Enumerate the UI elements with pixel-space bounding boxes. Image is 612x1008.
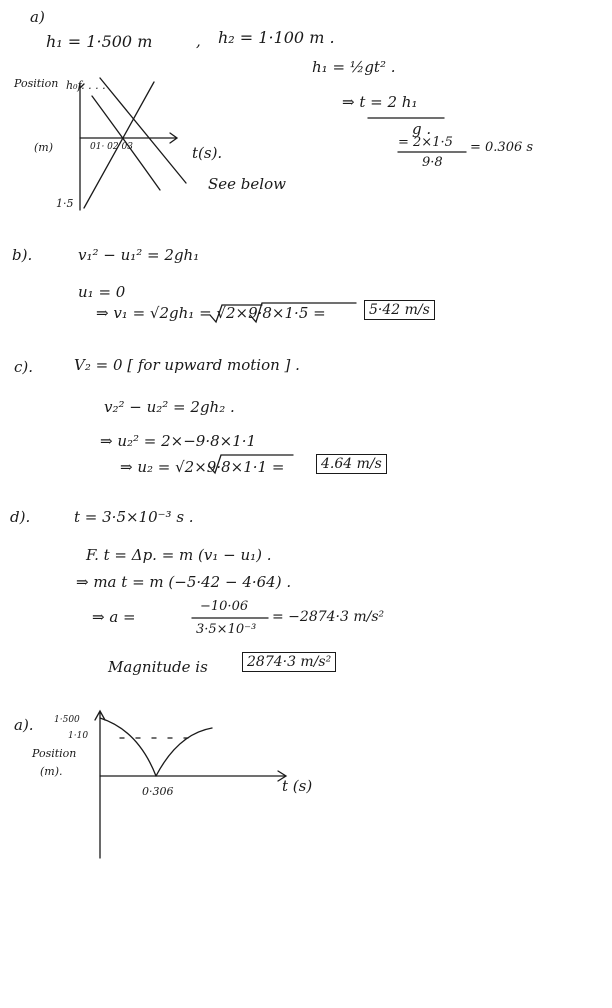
part-b-eq2: u₁ = 0 [78, 283, 126, 301]
graph2-x-tick: 0·306 [142, 785, 174, 798]
part-c-answer: 4.64 m/s [316, 454, 387, 474]
part-d-eq2: F. t = Δp. = m (v₁ − u₁) . [86, 546, 272, 564]
graph1-y-label: Position [14, 77, 59, 90]
part-d-eq4-lhs: ⇒ a = [92, 608, 136, 626]
part-d-eq1: t = 3·5×10⁻³ s . [74, 508, 194, 526]
graph2-unit: (m). [40, 765, 63, 778]
eq-den: 9·8 [422, 155, 443, 170]
graph2-label: a). [14, 716, 34, 734]
part-a-label: a) [30, 8, 45, 26]
comma: , [196, 32, 201, 50]
part-b-label: b). [12, 246, 33, 264]
graph2-y-label: Position [32, 747, 77, 760]
part-d-eq4-den: 3·5×10⁻³ [196, 622, 257, 637]
see-below-note: See below [208, 175, 286, 193]
part-c-eq4: ⇒ u₂ = √2×9·8×1·1 = [120, 458, 285, 476]
part-c-eq2: v₂² − u₂² = 2gh₂ . [104, 398, 235, 416]
graph1-bottom-label: 1·5 [56, 197, 74, 210]
eq-t: ⇒ t = 2 h₁ [342, 93, 418, 111]
magnitude-answer: 2874·3 m/s² [242, 652, 336, 672]
eq-h1: h₁ = ½gt² . [312, 58, 396, 76]
graph1-x-ticks: 01· 02 03 [90, 142, 133, 152]
graph2-x-axis-label: t (s) [282, 777, 313, 795]
part-d-result: = −2874·3 m/s² [272, 609, 385, 625]
part-b-eq3: ⇒ v₁ = √2gh₁ = √2×9·8×1·5 = [96, 304, 326, 322]
magnitude-text: Magnitude is [108, 658, 208, 676]
graph1-unit: (m) [34, 141, 54, 154]
graph2-y-top: 1·500 [54, 715, 80, 725]
h2-value: h₂ = 1·100 m . [218, 28, 335, 47]
graph2-rise-curve [156, 728, 212, 776]
part-c-eq3: ⇒ u₂² = 2×−9·8×1·1 [100, 432, 257, 450]
graph2-y-second: 1·10 [68, 731, 89, 741]
part-d-eq3: ⇒ ma t = m (−5·42 − 4·64) . [76, 573, 292, 591]
part-c-eq1: V₂ = 0 [ for upward motion ] . [74, 356, 300, 374]
t-result: = 0.306 s [470, 140, 534, 155]
part-c-label: c). [14, 358, 34, 376]
part-d-eq4-num: −10·06 [200, 599, 249, 614]
part-b-eq1: v₁² − u₁² = 2gh₁ [78, 246, 200, 264]
eq-t-den: g . [412, 120, 432, 138]
graph2-fall-curve [100, 718, 156, 776]
part-b-answer: 5·42 m/s [364, 300, 435, 320]
part-d-label: d). [10, 508, 31, 526]
graph1-x-axis-label: t(s). [192, 144, 223, 162]
eq-num: = 2×1·5 [398, 135, 453, 150]
h1-value: h₁ = 1·500 m [46, 32, 153, 51]
graph1-h-label: h₀f. . . . [66, 79, 106, 92]
